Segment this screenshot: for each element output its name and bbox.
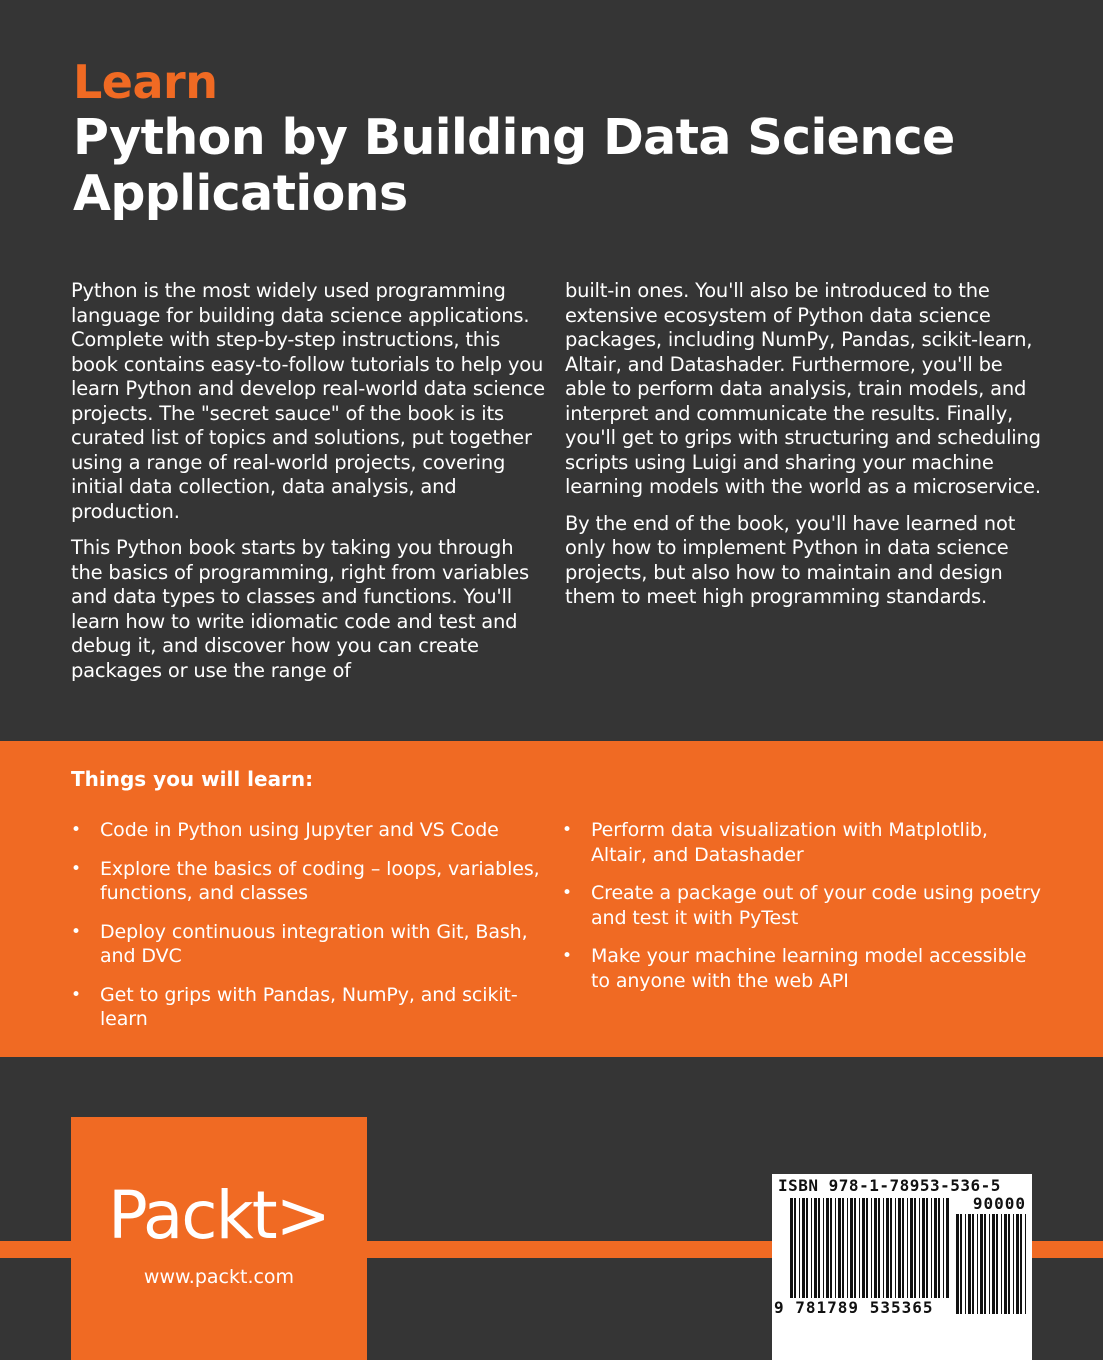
bullet-icon: • bbox=[71, 921, 81, 942]
title-learn: Learn bbox=[73, 55, 218, 109]
description-paragraph: Python is the most widely used programming language for building data science applications. Complete with step-by-step instructions, this book contains easy-to-follow tutorials to help you learn Python and develop real-world data science projects. The "secret sauce" of the book is its curated list of topics and solutions, put together using a range of real-world projects, covering initial data collection, data analysis, and production. bbox=[71, 279, 545, 523]
list-item bbox=[71, 920, 551, 969]
bullet-icon: • bbox=[71, 858, 81, 879]
bullet-icon: • bbox=[562, 946, 572, 966]
ean-number: 9 781789 535365 bbox=[774, 1298, 934, 1317]
list-item-text: Code in Python using Jupyter and VS Code bbox=[100, 819, 499, 841]
learn-list-right bbox=[562, 818, 1042, 1007]
list-item bbox=[71, 818, 551, 843]
bullet-icon: • bbox=[562, 820, 572, 840]
bullet-icon: • bbox=[71, 820, 81, 840]
list-item-text: Deploy continuous integration with Git, Bash, and DVC bbox=[100, 920, 528, 967]
learn-heading: Things you will learn: bbox=[71, 767, 314, 791]
list-item-text: Create a package out of your code using poetry and test it with PyTest bbox=[591, 882, 1041, 929]
barcode-label bbox=[772, 1174, 1032, 1360]
learn-list-left bbox=[71, 818, 551, 1046]
list-item bbox=[562, 944, 1042, 993]
list-item-text: Make your machine learning model accessible to anyone with the web API bbox=[591, 945, 1027, 992]
bullet-icon: • bbox=[71, 984, 81, 1005]
list-item-text: Explore the basics of coding – loops, variables, functions, and classes bbox=[100, 857, 540, 904]
barcode-addon-number: 90000 bbox=[972, 1194, 1026, 1213]
book-title: Python by Building Data Science Applications bbox=[73, 109, 955, 222]
list-item bbox=[71, 983, 551, 1032]
description-paragraph: built-in ones. You'll also be introduced to the extensive ecosystem of Python data science packages, including NumPy, Pandas, scikit-learn, Altair, and Datashader. Furthermore, you'll be able to perform data analysis, train models, and interpret and communicate the results. Finally, you'll get to grips with structuring and scheduling scripts using Luigi and sharing your machine learning models with the world as a microservice. bbox=[565, 279, 1041, 498]
isbn-text: ISBN 978-1-78953-536-5 bbox=[778, 1176, 1001, 1195]
description-paragraph: By the end of the book, you'll have learned not only how to implement Python in data science projects, but also how to maintain and design them to meet high programming standards. bbox=[565, 511, 1016, 608]
description-left-column bbox=[71, 279, 549, 695]
list-item-text: Get to grips with Pandas, NumPy, and scikit-learn bbox=[100, 983, 518, 1030]
description-right-column bbox=[565, 279, 1043, 622]
list-item bbox=[71, 857, 551, 906]
list-item bbox=[562, 818, 1042, 867]
description-paragraph: This Python book starts by taking you through the basics of programming, right from variables and data types to classes and functions. You'll learn how to write idiomatic code and test and debug it, and discover how you can create packages or use the range of bbox=[71, 536, 529, 682]
list-item bbox=[562, 881, 1042, 930]
packt-logo: Packt> bbox=[108, 1177, 329, 1254]
list-item-text: Perform data visualization with Matplotlib, Altair, and Datashader bbox=[591, 819, 988, 866]
bullet-icon: • bbox=[562, 883, 572, 903]
publisher-url[interactable]: www.packt.com bbox=[143, 1266, 295, 1288]
